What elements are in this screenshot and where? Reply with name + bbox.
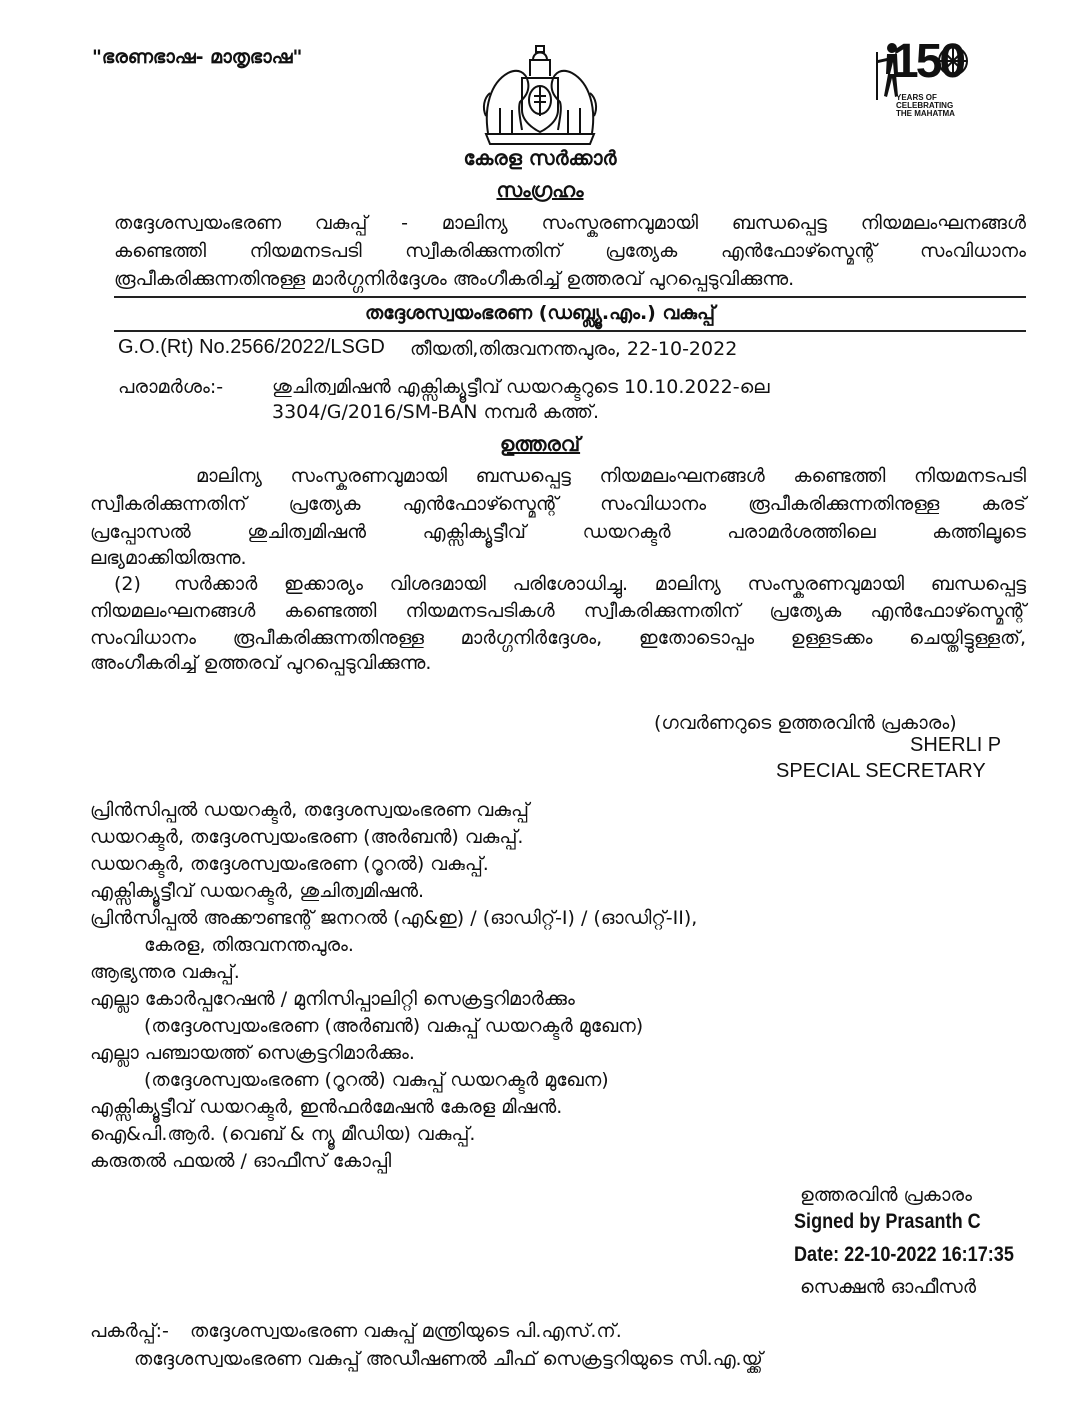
gandhi-150-number: 150 bbox=[892, 35, 964, 88]
kerala-state-emblem-icon bbox=[478, 38, 602, 150]
abstract-title: സംഗ്രഹം bbox=[496, 178, 584, 202]
department-title: തദ്ദേശസ്വയംഭരണ (ഡബ്ല്യൂ.എം.) വകുപ്പ് bbox=[365, 302, 715, 324]
gandhi-logo-line1: YEARS OF bbox=[896, 93, 937, 102]
para2-line-3: സംവിധാനം രൂപീകരിക്കുന്നതിനുള്ള മാർഗ്ഗനിർദ്ദേശം, ഇതോടൊപ്പം ഉള്ളടക്കം ചെയ്തിട്ടുള്ളത്, bbox=[90, 627, 1026, 649]
recipient-4: എക്സിക്യൂട്ടീവ് ഡയറക്ടർ, ശുചിത്വമിഷൻ. bbox=[90, 880, 424, 902]
para1-line-3: പ്രപ്പോസൽ ശുചിത്വമിഷൻ എക്സിക്യൂട്ടീവ് ഡയറക്ടർ പരാമർശത്തിലെ കത്തിലൂടെ bbox=[90, 521, 1026, 543]
recipient-3: ഡയറക്ടർ, തദ്ദേശസ്വയംഭരണ (റൂറൽ) വകുപ്പ്. bbox=[90, 853, 489, 875]
para1-line-1: മാലിന്യ സംസ്കരണവുമായി ബന്ധപ്പെട്ട നിയമലംഘനങ്ങൾ കണ്ടെത്തി നിയമനടപടി bbox=[196, 465, 1026, 487]
recipient-13: ഐ&പി.ആർ. (വെബ് & ന്യൂ മീഡിയ) വകുപ്പ്. bbox=[90, 1123, 476, 1145]
order-date: തീയതി,തിരുവനന്തപുരം, 22-10-2022 bbox=[410, 338, 738, 360]
subject-line-1: തദ്ദേശസ്വയംഭരണ വകുപ്പ് - മാലിന്യ സംസ്കരണവുമായി ബന്ധപ്പെട്ട നിയമലംഘനങ്ങൾ bbox=[114, 212, 1026, 234]
recipient-10: എല്ലാ പഞ്ചായത്ത് സെക്രട്ടറിമാർക്കും. bbox=[90, 1042, 415, 1064]
recipient-6: കേരള, തിരുവനന്തപുരം. bbox=[144, 934, 354, 956]
gandhi-150-logo bbox=[868, 35, 978, 126]
reference-line-2: 3304/G/2016/SM-BAN നമ്പർ കത്ത്. bbox=[272, 401, 600, 423]
gandhi-logo-line2: CELEBRATING bbox=[896, 101, 954, 110]
para2-line-1: സർക്കാർ ഇക്കാര്യം വിശദമായി പരിശോധിച്ചു. മാലിന്യ സംസ്കരണവുമായി ബന്ധപ്പെട്ട bbox=[174, 573, 1026, 595]
para1-line-2: സ്വീകരിക്കുന്നതിന് പ്രത്യേക എൻഫോഴ്സ്മെന്റ് സംവിധാനം രൂപീകരിക്കുന്നതിനുള്ള കരട് bbox=[90, 493, 1026, 515]
subject-line-3: രൂപീകരിക്കുന്നതിനുള്ള മാർഗ്ഗനിർദ്ദേശം അംഗീകരിച്ച് ഉത്തരവ് പുറപ്പെടുവിക്കുന്നു. bbox=[114, 268, 795, 290]
reference-label: പരാമർശം:- bbox=[118, 376, 224, 398]
recipient-11: (തദ്ദേശസ്വയംഭരണ (റൂറൽ) വകുപ്പ് ഡയറക്ടർ മുഖേന) bbox=[144, 1069, 609, 1091]
divider-top bbox=[114, 296, 1026, 298]
slogan: "ഭരണഭാഷ- മാതൃഭാഷ" bbox=[92, 46, 303, 68]
order-number: G.O.(Rt) No.2566/2022/LSGD bbox=[118, 336, 385, 358]
para1-line-4: ലഭ്യമാക്കിയിരുന്നു. bbox=[90, 547, 247, 569]
reference-line-1: ശുചിത്വമിഷൻ എക്സിക്യൂട്ടീവ് ഡയറക്ടറുടെ 10.10.2022-ലെ bbox=[272, 376, 770, 398]
copy-label: പകർപ്പ്:- bbox=[90, 1320, 169, 1342]
recipient-8: എല്ലാ കോർപ്പറേഷൻ / മുനിസിപ്പാലിറ്റി സെക്രട്ടറിമാർക്കും bbox=[90, 988, 575, 1010]
para2-line-2: നിയമലംഘനങ്ങൾ കണ്ടെത്തി നിയമനടപടികൾ സ്വീകരിക്കുന്നതിന് പ്രത്യേക എൻഫോഴ്സ്മെന്റ് bbox=[90, 600, 1026, 622]
signatory-name: SHERLI P bbox=[910, 734, 1002, 756]
recipient-7: ആഭ്യന്തര വകുപ്പ്. bbox=[90, 961, 240, 983]
government-name: കേരള സർക്കാർ bbox=[463, 146, 617, 170]
by-order-governor: (ഗവർണറുടെ ഉത്തരവിൻ പ്രകാരം) bbox=[654, 712, 957, 734]
subject-line-2: കണ്ടെത്തി നിയമനടപടി സ്വീകരിക്കുന്നതിന് പ്രത്യേക എൻഫോഴ്സ്മെന്റ് സംവിധാനം bbox=[114, 240, 1026, 262]
recipient-1: പ്രിൻസിപ്പൽ ഡയറക്ടർ, തദ്ദേശസ്വയംഭരണ വകുപ്പ് bbox=[90, 799, 529, 821]
recipient-9: (തദ്ദേശസ്വയംഭരണ (അർബൻ) വകുപ്പ് ഡയറക്ടർ മുഖേന) bbox=[144, 1015, 644, 1037]
copy-line-1: തദ്ദേശസ്വയംഭരണ വകുപ്പ് മന്ത്രിയുടെ പി.എസ്.ന്. bbox=[190, 1320, 622, 1342]
charkha-wheel-icon bbox=[936, 44, 970, 78]
signatory-title: SPECIAL SECRETARY bbox=[776, 760, 986, 782]
section-officer: സെക്ഷൻ ഓഫീസർ bbox=[800, 1276, 977, 1298]
gandhi-logo-line3: THE MAHATMA bbox=[896, 109, 955, 118]
order-title: ഉത്തരവ് bbox=[499, 432, 581, 456]
recipient-14: കരുതൽ ഫയൽ / ഓഫീസ് കോപ്പി bbox=[90, 1150, 392, 1172]
copy-line-2: തദ്ദേശസ്വയംഭരണ വകുപ്പ് അഡീഷണൽ ചീഫ് സെക്രട്ടറിയുടെ സി.എ.യ്ക്ക് bbox=[134, 1348, 763, 1370]
divider-bottom bbox=[114, 330, 1026, 332]
recipient-5: പ്രിൻസിപ്പൽ അക്കൗണ്ടന്റ് ജനറൽ (എ&ഇ) / (ഓഡിറ്റ്-I) / (ഓഡിറ്റ്-II), bbox=[90, 907, 698, 929]
para2-line-4: അംഗീകരിച്ച് ഉത്തരവ് പുറപ്പെടുവിക്കുന്നു. bbox=[90, 652, 432, 674]
para2-number: (2) bbox=[114, 573, 141, 595]
by-order-short: ഉത്തരവിൻ പ്രകാരം bbox=[800, 1184, 972, 1206]
digital-sign-date: Date: 22-10-2022 16:17:35 bbox=[794, 1243, 1014, 1266]
digital-signed-by: Signed by Prasanth C bbox=[794, 1210, 981, 1233]
recipient-12: എക്സിക്യൂട്ടീവ് ഡയറക്ടർ, ഇൻഫർമേഷൻ കേരള മിഷൻ. bbox=[90, 1096, 563, 1118]
recipient-2: ഡയറക്ടർ, തദ്ദേശസ്വയംഭരണ (അർബൻ) വകുപ്പ്. bbox=[90, 826, 524, 848]
